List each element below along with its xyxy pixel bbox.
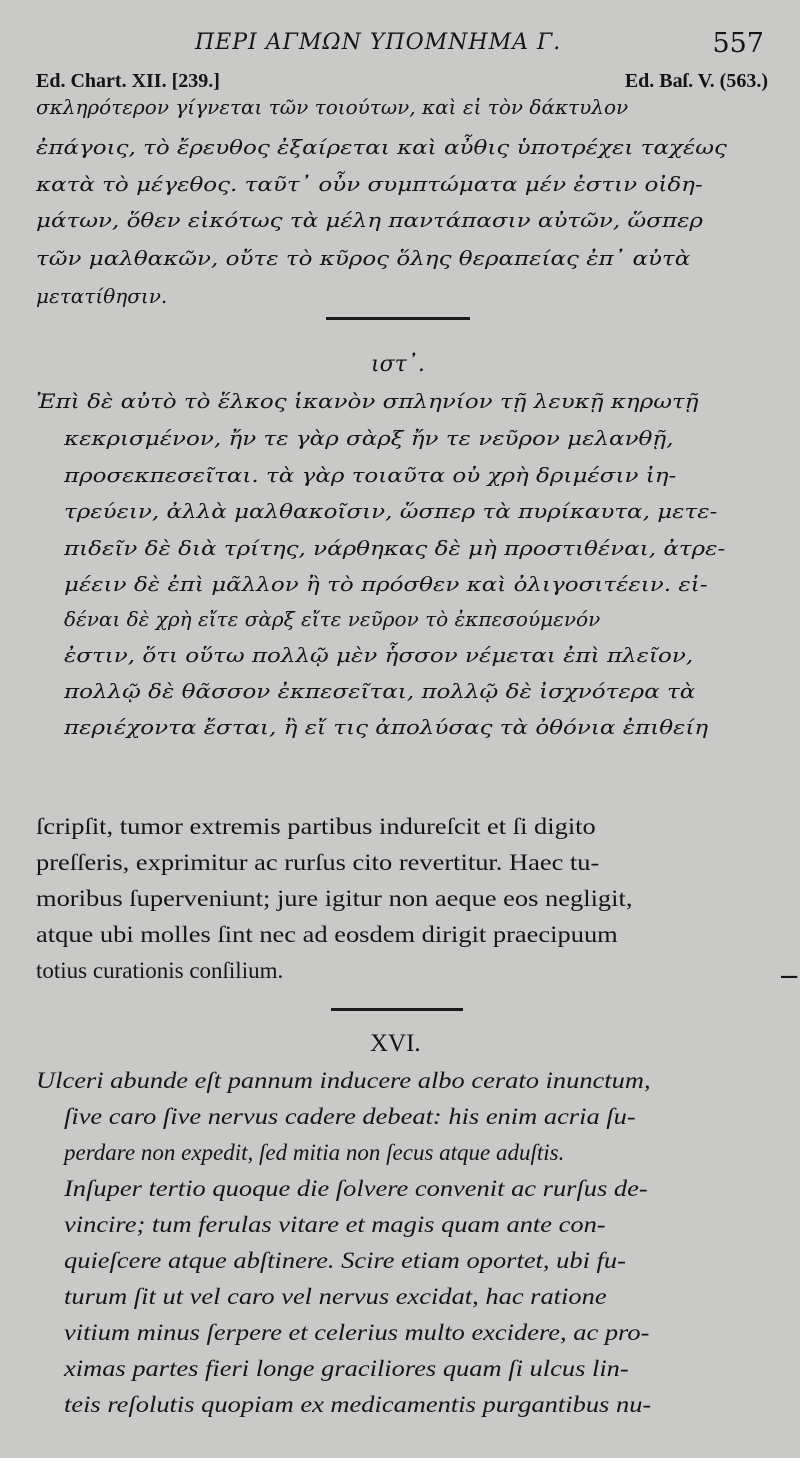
edition-reference-right: Ed. Baſ. V. (563.): [624, 70, 768, 92]
latin-section-line: turum ſit ut vel caro vel nervus excidat, hac ratione: [64, 1284, 607, 1309]
latin-top-line: totius curationis conſilium.: [36, 958, 284, 983]
greek-top-line: μετατίθησιν.: [36, 284, 168, 308]
page-number: 557: [712, 28, 764, 59]
latin-section-line: quieſcere atque abſtinere. Scire etiam oportet, ubi fu-: [64, 1248, 626, 1273]
greek-section-line: ἐστιν, ὅτι οὕτω πολλῷ μὲν ἧσσον νέμεται ἐπὶ πλεῖον,: [64, 643, 694, 667]
latin-section-line: vincire; tum ferulas vitare et magis quam ante con-: [64, 1212, 606, 1237]
latin-section-line: Ulceri abunde eſt pannum inducere albo cerato inunctum,: [36, 1068, 651, 1093]
margin-mark: −: [778, 962, 800, 992]
greek-section-line: πολλῷ δὲ θᾶσσον ἐκπεσεῖται, πολλῷ δὲ ἰσχνότερα τὰ: [64, 679, 696, 703]
greek-section-line: τρεύειν, ἀλλὰ μαλθακοῖσιν, ὥσπερ τὰ πυρίκαυτα, μετε-: [64, 499, 718, 523]
latin-section-line: ſive caro ſive nervus cadere debeat: his enim acria ſu-: [64, 1104, 636, 1129]
latin-top-line: preſſeris, exprimitur ac rurſus cito revertitur. Haec tu-: [36, 850, 600, 875]
edition-reference-left: Ed. Chart. XII. [239.]: [36, 70, 220, 92]
greek-section-line: κεκρισμένον, ἤν τε γὰρ σὰρξ ἤν τε νεῦρον μελανθῇ,: [64, 426, 674, 450]
section-divider-rule: [331, 1008, 463, 1011]
latin-section-line: teis reſolutis quopiam ex medicamentis purgantibus nu-: [64, 1392, 652, 1417]
latin-top-line: atque ubi molles ſint nec ad eosdem dirigit praecipuum: [36, 922, 618, 947]
greek-section-number: ιστ᾽.: [371, 352, 425, 377]
greek-top-line: σκληρότερον γίγνεται τῶν τοιούτων, καὶ εἰ τὸν δάκτυλον: [36, 95, 629, 119]
latin-section-line: Inſuper tertio quoque die ſolvere convenit ac rurſus de-: [64, 1176, 648, 1201]
greek-section-line: Ἐπὶ δὲ αὐτὸ τὸ ἕλκος ἱκανὸν σπληνίον τῇ λευκῇ κηρωτῇ: [36, 389, 699, 413]
greek-top-line: μάτων, ὅθεν εἰκότως τὰ μέλη παντάπασιν αὐτῶν, ὥσπερ: [36, 208, 703, 232]
greek-section-line: μέειν δὲ ἐπὶ μᾶλλον ἢ τὸ πρόσθεν καὶ ὀλιγοσιτέειν. εἰ-: [64, 572, 708, 596]
latin-section-number: XVI.: [370, 1030, 421, 1057]
greek-section-line: περιέχοντα ἔσται, ἢ εἴ τις ἀπολύσας τὰ ὀθόνια ἐπιθείη: [64, 715, 709, 739]
latin-top-line: moribus ſuperveniunt; jure igitur non aeque eos negligit,: [36, 886, 633, 911]
greek-section-line: δέναι δὲ χρὴ εἴτε σὰρξ εἴτε νεῦρον τὸ ἐκπεσούμενόν: [64, 607, 601, 631]
running-header-title: ΠΕΡΙ ΑΓΜΩΝ ΥΠΟΜΝΗΜΑ Γ.: [195, 30, 562, 55]
section-divider-rule: [326, 317, 470, 320]
latin-top-line: ſcripſit, tumor extremis partibus indureſcit et ſi digito: [36, 814, 596, 839]
latin-section-line: ximas partes fieri longe graciliores quam ſi ulcus lin-: [64, 1356, 629, 1381]
greek-section-line: προσεκπεσεῖται. τὰ γὰρ τοιαῦτα οὐ χρὴ δριμέσιν ἰη-: [64, 463, 677, 487]
greek-top-line: κατὰ τὸ μέγεθος. ταῦτ᾽ οὖν συμπτώματα μέν ἐστιν οἰδη-: [36, 172, 703, 196]
greek-section-line: πιδεῖν δὲ διὰ τρίτης, νάρθηκας δὲ μὴ προστιθέναι, ἀτρε-: [64, 536, 726, 560]
greek-top-line: ἐπάγοις, τὸ ἔρευθος ἐξαίρεται καὶ αὖθις ὑποτρέχει ταχέως: [36, 135, 727, 159]
latin-section-line: vitium minus ſerpere et celerius multo excidere, ac pro-: [64, 1320, 650, 1345]
latin-section-line: perdare non expedit, ſed mitia non ſecus atque aduſtis.: [64, 1140, 565, 1165]
greek-top-line: τῶν μαλθακῶν, οὔτε τὸ κῦρος ὅλης θεραπείας ἐπ᾽ αὐτὰ: [36, 246, 691, 270]
